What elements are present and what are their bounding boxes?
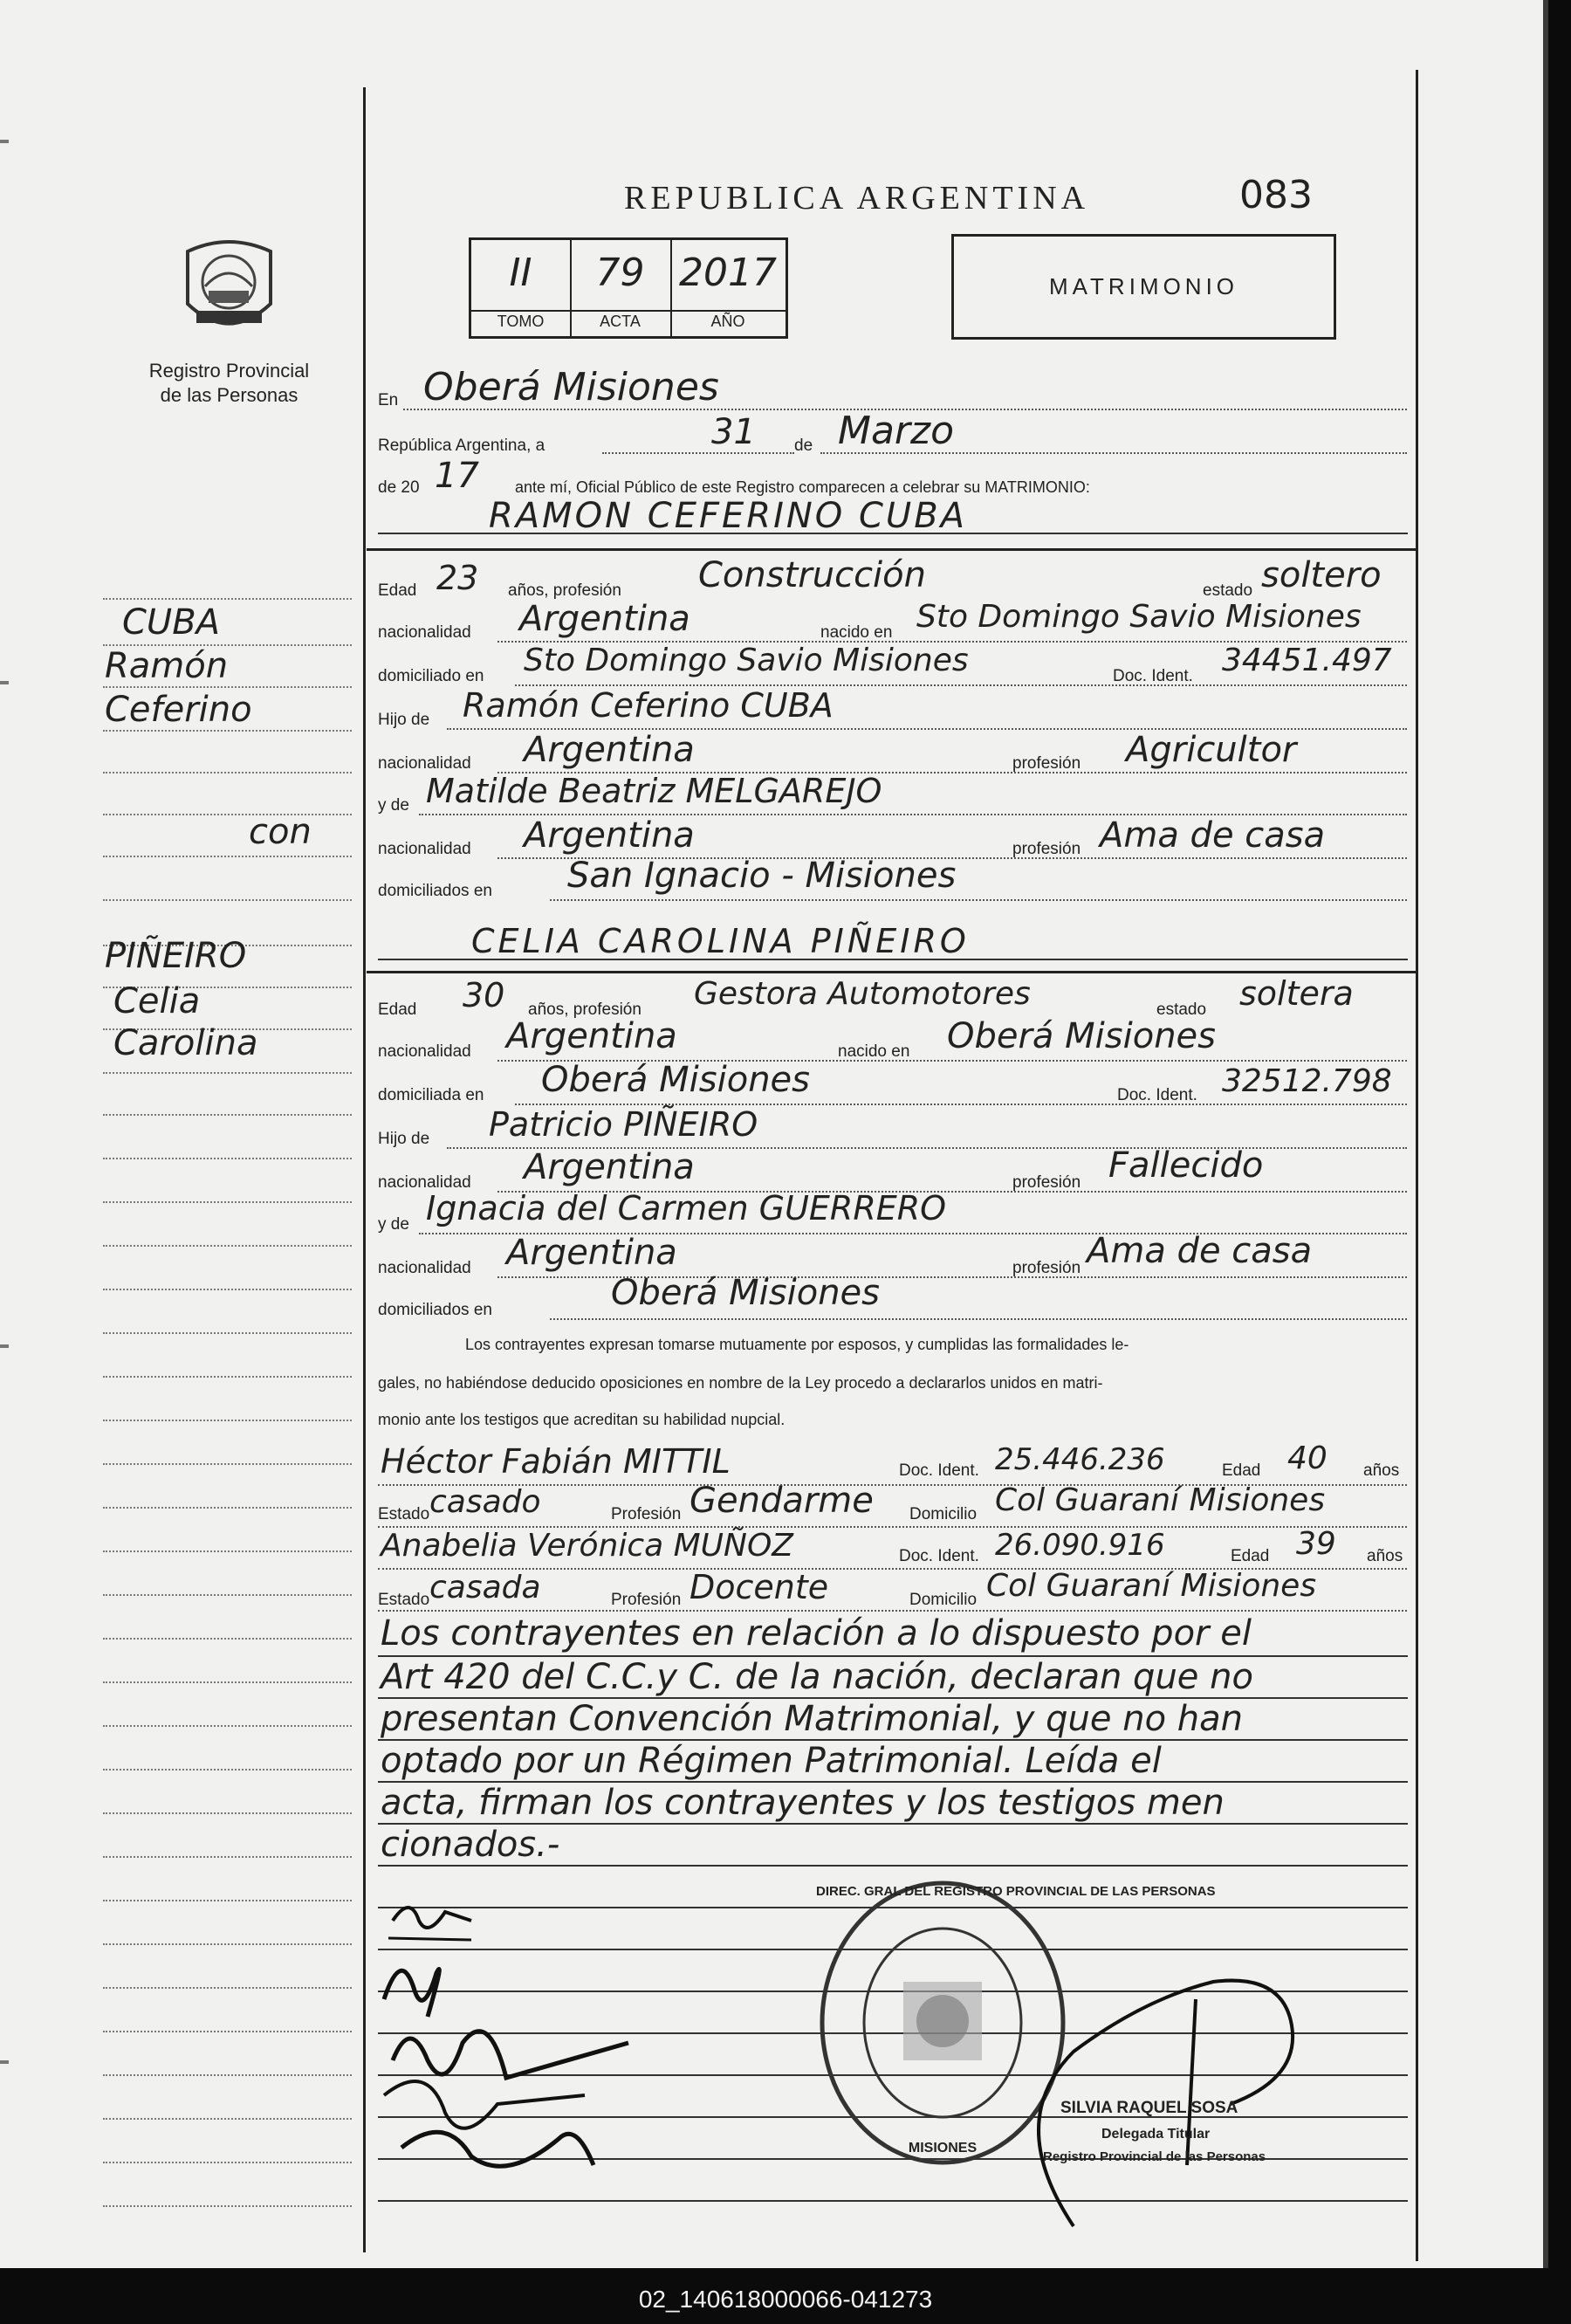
bride-domicile: Oberá Misiones <box>541 1060 811 1100</box>
witness2-estado-label: Estado <box>378 1591 430 1609</box>
witness1-doc: 25.446.236 <box>995 1442 1165 1477</box>
groom-domiciliado-label: domiciliado en <box>378 667 484 685</box>
bride-domiciliados-label: domiciliados en <box>378 1301 492 1319</box>
note-line5: acta, firman los contrayentes y los testigos men <box>381 1783 1225 1823</box>
stamp-bottom-text: MISIONES <box>908 2141 978 2156</box>
republica-label: República Argentina, a <box>378 437 545 455</box>
groom-mother-nationality: Argentina <box>524 815 695 856</box>
groom-mother-nac-label: nacionalidad <box>378 840 471 858</box>
bride-full-name: CELIA CAROLINA PIÑEIRO <box>471 922 970 960</box>
witness1-profesion-label: Profesión <box>611 1505 682 1523</box>
registry-line2: de las Personas <box>160 384 298 406</box>
ano-label: AÑO <box>710 313 745 330</box>
groom-father-nationality: Argentina <box>524 730 695 770</box>
groom-domiciliados-label: domiciliados en <box>378 882 492 900</box>
place-value: Oberá Misiones <box>423 365 719 409</box>
witness1-edad-label: Edad <box>1222 1461 1261 1480</box>
officer-signature <box>1021 1947 1318 2244</box>
groom-doc-number: 34451.497 <box>1222 643 1392 678</box>
country-title: REPUBLICA ARGENTINA <box>624 180 1090 217</box>
bride-domiciliada-label: domiciliada en <box>378 1086 484 1104</box>
note-line6: cionados.- <box>381 1825 560 1865</box>
bride-hijo-label: Hijo de <box>378 1130 430 1148</box>
groom-father: Ramón Ceferino CUBA <box>463 686 834 725</box>
margin-groom-surname: CUBA <box>122 602 221 643</box>
groom-doc-label: Doc. Ident. <box>1113 667 1193 685</box>
witness1-domicilio-label: Domicilio <box>909 1505 978 1523</box>
witness1-estado-label: Estado <box>378 1505 430 1523</box>
note-line1: Los contrayentes en relación a lo dispuesto por el <box>381 1613 1252 1654</box>
de-label: de <box>794 437 813 455</box>
groom-father-profesion-label: profesión <box>1012 754 1081 773</box>
witness2-anos-label: años <box>1367 1547 1403 1565</box>
witness1-profession: Gendarme <box>689 1481 874 1521</box>
margin-bride-surname: PIÑEIRO <box>105 936 247 976</box>
bride-mother-profesion-label: profesión <box>1012 1259 1081 1277</box>
groom-full-name: RAMON CEFERINO CUBA <box>489 496 967 536</box>
groom-nacionalidad-label: nacionalidad <box>378 623 471 642</box>
binding-mark <box>0 140 9 143</box>
bride-father-profesion-label: profesión <box>1012 1173 1081 1192</box>
tomo-acta-ano-box <box>469 237 788 339</box>
groom-nationality: Argentina <box>519 599 690 639</box>
bride-father-nac-label: nacionalidad <box>378 1173 471 1192</box>
doc-type-box <box>951 234 1336 340</box>
page-number: 083 <box>1239 173 1313 217</box>
groom-domicile: Sto Domingo Savio Misiones <box>524 643 969 678</box>
witness2-domicile: Col Guaraní Misiones <box>986 1568 1317 1604</box>
note-line3: presentan Convención Matrimonial, y que no han <box>381 1699 1243 1739</box>
ano-value: 2017 <box>679 251 777 295</box>
bride-doc-label: Doc. Ident. <box>1117 1086 1197 1104</box>
left-frame-line <box>363 87 366 2252</box>
margin-groom-name1: Ramón <box>105 646 229 686</box>
bride-civil-status: soltera <box>1239 974 1354 1013</box>
officer-title: Delegada Titular <box>1101 2127 1211 2142</box>
bride-mother: Ignacia del Carmen GUERRERO <box>426 1189 947 1227</box>
groom-birthplace: Sto Domingo Savio Misiones <box>916 599 1362 635</box>
groom-yde-label: y de <box>378 796 409 815</box>
groom-edad-label: Edad <box>378 581 417 600</box>
witness2-doc-label: Doc. Ident. <box>899 1547 979 1565</box>
bride-mother-profession: Ama de casa <box>1087 1231 1313 1271</box>
witness2-domicilio-label: Domicilio <box>909 1591 978 1609</box>
file-id: 02_140618000066-041273 <box>638 2286 933 2313</box>
witness2-doc: 26.090.916 <box>995 1528 1165 1563</box>
groom-mother-profession: Ama de casa <box>1100 815 1326 856</box>
groom-civil-status: soltero <box>1261 555 1382 595</box>
registry-line1: Registro Provincial <box>148 360 310 382</box>
groom-parents-domicile: San Ignacio - Misiones <box>567 856 957 896</box>
month-value: Marzo <box>838 409 955 453</box>
declaration-line2: gales, no habiéndose deducido oposiciones en nombre de la Ley procedo a declararlos unidos en matri- <box>378 1374 1103 1392</box>
bride-yde-label: y de <box>378 1215 409 1234</box>
binding-mark <box>0 681 9 684</box>
acta-label: ACTA <box>600 313 641 330</box>
groom-estado-label: estado <box>1203 581 1253 600</box>
binding-mark <box>0 2060 9 2064</box>
witness2-profession: Docente <box>689 1568 829 1606</box>
province-seal-icon <box>179 234 279 343</box>
witness1-status: casado <box>429 1484 541 1520</box>
groom-mother-profesion-label: profesión <box>1012 840 1081 858</box>
binding-mark <box>0 1344 9 1348</box>
bride-mother-nac-label: nacionalidad <box>378 1259 471 1277</box>
witness2-status: casada <box>429 1570 541 1605</box>
bride-profession: Gestora Automotores <box>694 976 1031 1012</box>
bride-profesion-label: años, profesión <box>528 1000 641 1019</box>
officer-name: SILVIA RAQUEL SOSA <box>1060 2099 1238 2117</box>
bride-father-nationality: Argentina <box>524 1147 695 1187</box>
bride-birthplace: Oberá Misiones <box>947 1016 1217 1056</box>
witness2-name: Anabelia Verónica MUÑOZ <box>381 1528 793 1564</box>
bride-parents-domicile: Oberá Misiones <box>611 1273 881 1313</box>
witness1-age: 40 <box>1287 1440 1327 1476</box>
tomo-value: II <box>509 251 532 295</box>
note-line2: Art 420 del C.C.y C. de la nación, declaran que no <box>381 1657 1253 1697</box>
bride-doc-number: 32512.798 <box>1222 1063 1392 1099</box>
bride-nacido-label: nacido en <box>838 1042 910 1061</box>
bride-age: 30 <box>463 976 505 1014</box>
witness1-anos-label: años <box>1363 1461 1400 1480</box>
doc-type: MATRIMONIO <box>1048 273 1239 299</box>
tomo-label: TOMO <box>497 313 545 330</box>
year-prefix: de 20 <box>378 478 420 497</box>
groom-mother: Matilde Beatriz MELGAREJO <box>426 772 882 810</box>
groom-nacido-label: nacido en <box>820 623 893 642</box>
bride-father-profession: Fallecido <box>1108 1145 1264 1186</box>
witness1-domicile: Col Guaraní Misiones <box>995 1482 1326 1518</box>
witness1-doc-label: Doc. Ident. <box>899 1461 979 1480</box>
witness2-age: 39 <box>1296 1526 1336 1562</box>
bride-edad-label: Edad <box>378 1000 417 1019</box>
acta-value: 79 <box>595 251 645 295</box>
margin-bride-name1: Celia <box>113 981 201 1021</box>
officer-org: Registro Provincial de las Personas <box>1043 2149 1266 2164</box>
groom-hijo-label: Hijo de <box>378 711 430 729</box>
margin-groom-name2: Ceferino <box>105 690 252 730</box>
witness1-name: Héctor Fabián MITTIL <box>381 1442 731 1481</box>
en-label: En <box>378 391 399 409</box>
margin-bride-name2: Carolina <box>113 1023 258 1063</box>
intro-text: ante mí, Oficial Público de este Registro comparecen a celebrar su MATRIMONIO: <box>515 478 1090 496</box>
margin-connector: con <box>249 812 312 852</box>
bride-nacionalidad-label: nacionalidad <box>378 1042 471 1061</box>
stamp-ring-text: DIREC. GRAL DEL REGISTRO PROVINCIAL DE LAS PERSONAS <box>816 1884 1216 1899</box>
signatures-cluster <box>375 1886 655 2200</box>
year-suffix: 17 <box>435 456 479 496</box>
witness2-profesion-label: Profesión <box>611 1591 682 1609</box>
bride-nationality: Argentina <box>506 1016 677 1056</box>
groom-father-profession: Agricultor <box>1126 730 1297 770</box>
declaration-line1: Los contrayentes expresan tomarse mutuamente por esposos, y cumplidas las formalidades le- <box>465 1336 1129 1353</box>
bride-mother-nationality: Argentina <box>506 1233 677 1273</box>
bride-estado-label: estado <box>1156 1000 1207 1019</box>
groom-profesion-label: años, profesión <box>508 581 621 600</box>
note-line4: optado por un Régimen Patrimonial. Leída el <box>381 1741 1162 1781</box>
groom-age: 23 <box>436 559 479 597</box>
witness2-edad-label: Edad <box>1231 1547 1270 1565</box>
bride-father: Patricio PIÑEIRO <box>489 1105 758 1144</box>
groom-father-nac-label: nacionalidad <box>378 754 471 773</box>
declaration-line3: monio ante los testigos que acreditan su habilidad nupcial. <box>378 1411 786 1428</box>
groom-profession: Construcción <box>698 555 926 595</box>
right-frame-line <box>1416 70 1418 2261</box>
day-value: 31 <box>711 412 756 452</box>
